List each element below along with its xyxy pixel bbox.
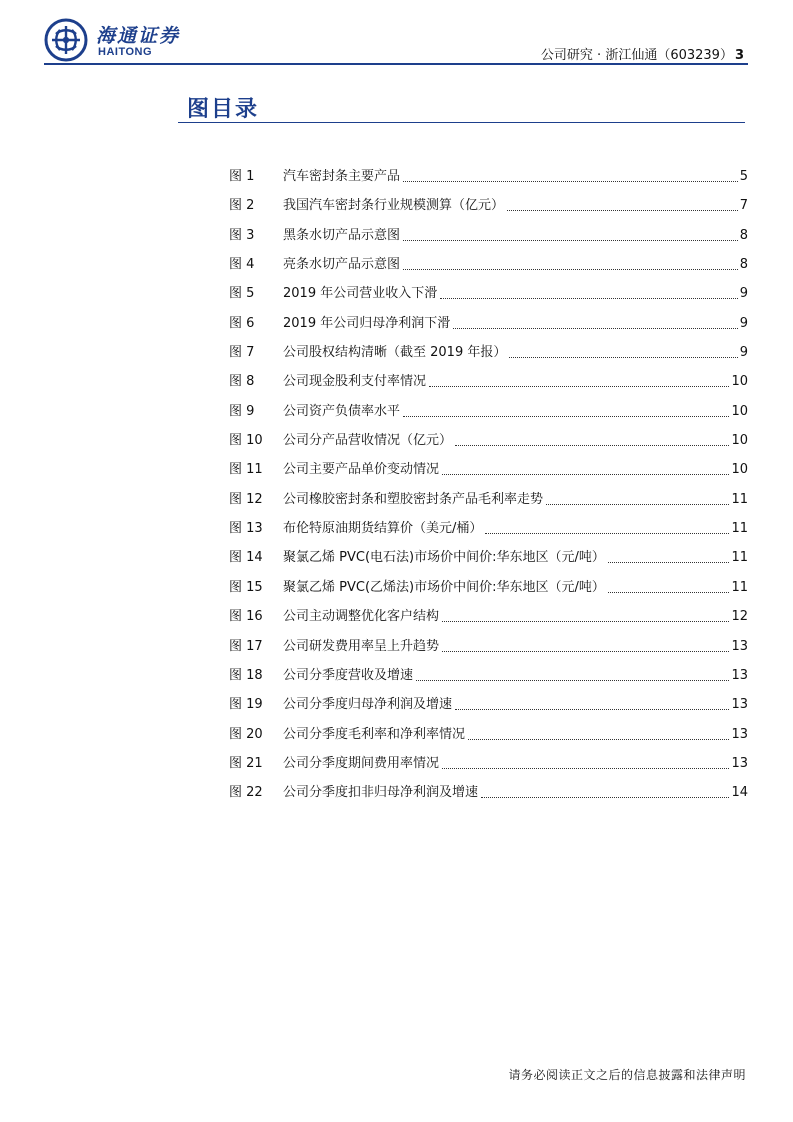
toc-dot-leader	[509, 343, 737, 358]
toc-page-number: 9	[739, 286, 748, 302]
toc-dot-leader	[507, 196, 738, 211]
toc-dot-leader	[403, 402, 729, 417]
toc-figure-label: 图 21	[229, 755, 263, 771]
toc-figure-label: 图 22	[229, 785, 263, 801]
toc-dot-leader	[416, 666, 729, 681]
toc-dot-leader	[608, 578, 730, 593]
toc-entry[interactable]	[229, 431, 748, 460]
toc-figure-title: 公司分季度营收及增速	[283, 667, 414, 683]
header-divider	[44, 63, 748, 65]
toc-figure-title: 聚氯乙烯 PVC(乙烯法)市场价中间价:华东地区（元/吨）	[283, 579, 605, 595]
toc-page-number: 10	[731, 462, 748, 478]
toc-page-number: 13	[731, 726, 748, 742]
toc-page-number: 13	[731, 755, 748, 771]
toc-dot-leader	[442, 607, 729, 622]
toc-figure-label: 图 2	[229, 198, 255, 214]
toc-page-number: 13	[731, 697, 748, 713]
toc-figure-label: 图 20	[229, 726, 263, 742]
toc-entry[interactable]	[229, 343, 748, 372]
toc-dot-leader	[453, 314, 738, 329]
page-number: 3	[734, 48, 744, 63]
toc-entry[interactable]	[229, 783, 748, 812]
toc-dot-leader	[485, 519, 729, 534]
toc-figure-label: 图 5	[229, 286, 255, 302]
toc-figure-title: 2019 年公司营业收入下滑	[283, 286, 438, 302]
toc-figure-label: 图 16	[229, 609, 263, 625]
toc-entry[interactable]	[229, 196, 748, 225]
toc-figure-label: 图 3	[229, 227, 255, 243]
toc-figure-label: 图 11	[229, 462, 263, 478]
toc-dot-leader	[546, 490, 729, 505]
toc-figure-label: 图 14	[229, 550, 263, 566]
toc-page-number: 10	[731, 403, 748, 419]
toc-figure-title: 2019 年公司归母净利润下滑	[283, 315, 451, 331]
figure-table-of-contents	[229, 167, 748, 813]
toc-entry[interactable]	[229, 666, 748, 695]
toc-figure-label: 图 15	[229, 579, 263, 595]
toc-figure-label: 图 1	[229, 169, 255, 184]
toc-entry[interactable]	[229, 695, 748, 724]
toc-entry[interactable]	[229, 284, 748, 313]
toc-dot-leader	[429, 372, 729, 387]
toc-page-number: 11	[731, 579, 748, 595]
toc-dot-leader	[481, 783, 729, 798]
toc-entry[interactable]	[229, 607, 748, 636]
toc-entry[interactable]	[229, 548, 748, 577]
toc-dot-leader	[442, 460, 729, 475]
toc-figure-title: 黑条水切产品示意图	[283, 227, 401, 243]
toc-dot-leader	[468, 725, 729, 740]
toc-entry[interactable]	[229, 255, 748, 284]
toc-dot-leader	[455, 695, 729, 710]
logo-english-name: HAITONG	[98, 46, 153, 58]
toc-figure-title: 公司橡胶密封条和塑胶密封条产品毛利率走势	[283, 491, 544, 507]
toc-figure-label: 图 19	[229, 697, 263, 713]
toc-figure-title: 公司资产负债率水平	[283, 403, 401, 419]
toc-dot-leader	[403, 255, 738, 270]
toc-page-number: 11	[731, 521, 748, 537]
toc-entry[interactable]	[229, 725, 748, 754]
toc-figure-title: 公司分季度期间费用率情况	[283, 755, 440, 771]
toc-entry[interactable]	[229, 226, 748, 255]
page-title: 图目录	[187, 97, 260, 122]
toc-dot-leader	[442, 637, 729, 652]
logo-chinese-name: 海通证券	[96, 25, 181, 47]
toc-page-number: 13	[731, 667, 748, 683]
toc-dot-leader	[608, 548, 730, 563]
toc-entry[interactable]	[229, 490, 748, 519]
toc-entry[interactable]	[229, 314, 748, 343]
toc-figure-title: 公司主要产品单价变动情况	[283, 462, 440, 478]
toc-figure-title: 公司主动调整优化客户结构	[283, 609, 440, 625]
toc-figure-label: 图 4	[229, 257, 255, 273]
toc-page-number: 9	[739, 345, 748, 361]
toc-figure-title: 公司研发费用率呈上升趋势	[283, 638, 440, 654]
toc-dot-leader	[442, 754, 729, 769]
toc-page-number: 10	[731, 374, 748, 390]
toc-figure-label: 图 17	[229, 638, 263, 654]
toc-figure-title: 公司现金股利支付率情况	[283, 374, 427, 390]
toc-figure-label: 图 6	[229, 315, 255, 331]
page-header	[40, 14, 748, 64]
toc-dot-leader	[403, 167, 738, 182]
toc-figure-title: 聚氯乙烯 PVC(电石法)市场价中间价:华东地区（元/吨）	[283, 550, 605, 566]
report-info-text: 公司研究 · 浙江仙通（603239）	[540, 48, 733, 63]
toc-entry[interactable]	[229, 372, 748, 401]
toc-figure-label: 图 13	[229, 521, 263, 537]
title-divider	[178, 122, 745, 123]
toc-figure-label: 图 9	[229, 403, 255, 419]
haitong-logo-icon	[44, 18, 88, 62]
toc-figure-title: 公司分季度扣非归母净利润及增速	[283, 785, 479, 801]
toc-dot-leader	[440, 284, 738, 299]
toc-dot-leader	[455, 431, 729, 446]
toc-page-number: 5	[739, 169, 748, 184]
toc-page-number: 11	[731, 550, 748, 566]
toc-figure-title: 我国汽车密封条行业规模测算（亿元）	[283, 198, 505, 214]
toc-dot-leader	[403, 226, 738, 241]
toc-page-number: 9	[739, 315, 748, 331]
toc-figure-label: 图 10	[229, 433, 263, 449]
toc-entry[interactable]	[229, 167, 748, 196]
toc-figure-title: 公司分季度毛利率和净利率情况	[283, 726, 466, 742]
toc-figure-title: 布伦特原油期货结算价（美元/桶）	[283, 521, 483, 537]
haitong-logo	[44, 18, 214, 64]
toc-page-number: 14	[731, 785, 748, 801]
toc-figure-label: 图 8	[229, 374, 255, 390]
toc-page-number: 12	[731, 609, 748, 625]
toc-entry[interactable]	[229, 637, 748, 666]
toc-page-number: 11	[731, 491, 748, 507]
toc-page-number: 8	[739, 257, 748, 273]
toc-entry[interactable]	[229, 578, 748, 607]
toc-figure-label: 图 18	[229, 667, 263, 683]
toc-figure-title: 公司分产品营收情况（亿元）	[283, 433, 453, 449]
toc-page-number: 13	[731, 638, 748, 654]
toc-figure-title: 公司股权结构清晰（截至 2019 年报）	[283, 345, 507, 361]
toc-page-number: 7	[739, 198, 748, 214]
report-info	[541, 44, 744, 63]
footer-disclaimer: 请务必阅读正文之后的信息披露和法律声明	[508, 1068, 746, 1082]
toc-figure-label: 图 12	[229, 491, 263, 507]
toc-figure-title: 亮条水切产品示意图	[283, 257, 401, 273]
toc-entry[interactable]	[229, 754, 748, 783]
toc-figure-title: 汽车密封条主要产品	[283, 169, 401, 184]
toc-entry[interactable]	[229, 519, 748, 548]
toc-figure-label: 图 7	[229, 345, 255, 361]
toc-page-number: 8	[739, 227, 748, 243]
toc-figure-title: 公司分季度归母净利润及增速	[283, 697, 453, 713]
toc-entry[interactable]	[229, 460, 748, 489]
toc-entry[interactable]	[229, 402, 748, 431]
toc-page-number: 10	[731, 433, 748, 449]
